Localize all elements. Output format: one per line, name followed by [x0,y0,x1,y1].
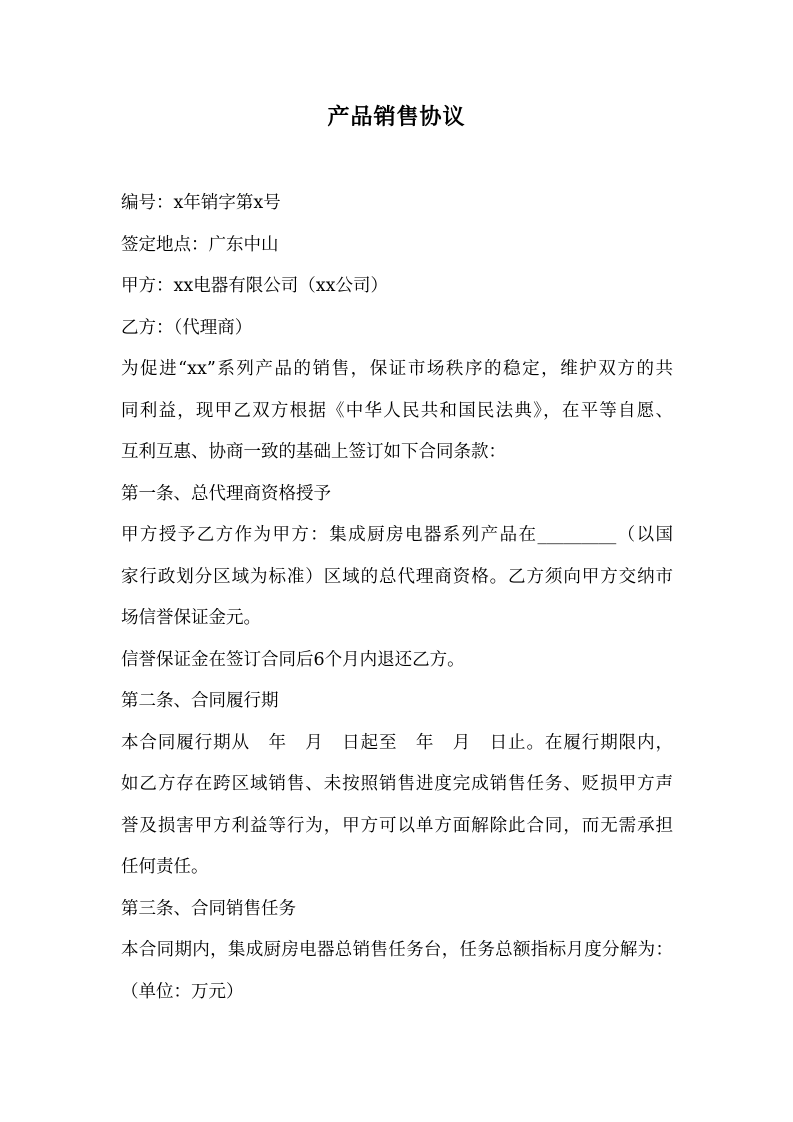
article-3-line-2: （单位：万元） [121,981,244,1002]
article-1-line-2: 家行政划分区域为标准）区域的总代理商资格。乙方须向甲方交纳市 [121,566,673,587]
article-2-line-2: 如乙方存在跨区域销售、未按照销售进度完成销售任务、贬损甲方声 [121,774,673,794]
article-2-heading: 第二条、合同履行期 [121,691,279,711]
intro-line-1: 为促进“xx”系列产品的销售，保证市场秩序的稳定，维护双方的共 [121,359,673,379]
article-1-line-1: 甲方授予乙方作为甲方：集成厨房电器系列产品在_________（以国 [121,525,673,545]
article-1-line-3: 场信誉保证金元。 [121,608,261,628]
party-a: 甲方：xx电器有限公司（xx公司） [121,276,388,296]
intro-line-2: 同利益，现甲乙双方根据《中华人民共和国民法典》，在平等自愿、 [121,400,673,421]
party-b: 乙方：（代理商） [121,317,253,338]
deposit-note: 信誉保证金在签订合同后6个月内退还乙方。 [121,649,465,670]
document-title: 产品销售协议 [327,105,466,130]
contract-number: 编号：x年销字第x号 [121,193,281,213]
signing-location: 签定地点：广东中山 [121,234,279,255]
intro-line-3: 互利互惠、协商一致的基础上签订如下合同条款： [121,442,506,462]
article-3-line-1: 本合同期内，集成厨房电器总销售任务台，任务总额指标月度分解为： [121,940,673,960]
article-3-heading: 第三条、合同销售任务 [121,898,296,919]
article-2-line-3: 誉及损害甲方利益等行为，甲方可以单方面解除此合同，而无需承担 [121,815,673,836]
article-1-heading: 第一条、总代理商资格授予 [121,483,331,504]
document-body [121,183,673,1013]
article-2-line-1: 本合同履行期从 年 月 日起至 年 月 日止。在履行期限内， [121,732,673,753]
article-2-line-4: 任何责任。 [121,857,209,877]
